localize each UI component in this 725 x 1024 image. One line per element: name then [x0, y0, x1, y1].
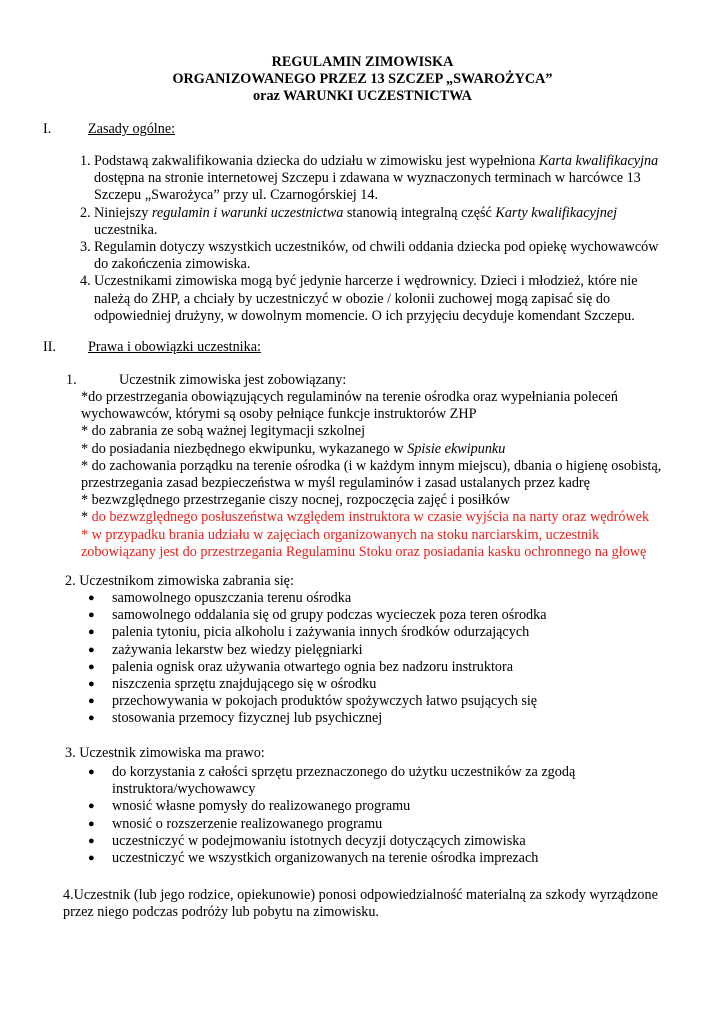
item-italic: regulamin i warunki uczestnictwa — [151, 204, 344, 221]
bullet-icon: ● — [88, 766, 95, 778]
bullet-text: stosowania przemocy fizycznej lub psychicznej — [112, 710, 383, 727]
item-number: 3. — [80, 239, 91, 256]
item-line: Regulamin dotyczy wszystkich uczestników, od chwili oddania dziecka pod opiekę wychowawców — [94, 239, 659, 256]
section-2-heading — [43, 339, 261, 356]
item-number: 1. — [80, 153, 91, 169]
item-italic: Karty kwalifikacyjnej — [495, 204, 618, 221]
bullet-item — [86, 624, 686, 641]
rights-list — [86, 764, 686, 867]
obligation-line: *do przestrzegania obowiązujących regulaminów na terenie ośrodka oraz wypełniania poleceń — [81, 389, 618, 405]
bullet-item — [86, 764, 686, 798]
item-line: Uczestnikami zimowiska mogą być jedynie harcerze i wędrownicy. Dzieci i młodzież, które nie — [94, 273, 638, 290]
item-line — [94, 205, 690, 222]
bullet-text: palenia ognisk oraz używania otwartego ognia bez nadzoru instruktora — [112, 658, 514, 675]
item-line: dostępna na stronie internetowej Szczepu i zdawana w wyznaczonych terminach w harcówce 13 — [94, 170, 641, 187]
bullet-icon: ● — [88, 834, 95, 847]
document-title — [0, 54, 725, 106]
bullet-item — [86, 676, 686, 693]
prohibitions-heading: 2. Uczestnikom zimowiska zabrania się: — [65, 573, 294, 589]
obligation-line: * do zachowania porządku na terenie ośrodka (i w każdym innym miejscu), dbania o higienę osobistą, — [81, 457, 662, 474]
section-1-item-2 — [80, 205, 690, 239]
bullet-icon: ● — [88, 817, 95, 830]
bullet-icon: ● — [88, 626, 95, 639]
title-line-2: ORGANIZOWANEGO PRZEZ 13 SZCZEP „SWAROŻYCA” — [172, 71, 553, 88]
bullet-text: uczestniczyć we wszystkich organizowanych na terenie ośrodka imprezach — [112, 850, 539, 867]
item-text: stanowią integralną część — [343, 204, 496, 221]
item-number: 2. — [80, 204, 91, 221]
section-1-list — [80, 153, 690, 325]
obligation-line: * bezwzględnego przestrzeganie ciszy nocnej, rozpoczęcia zajęć i posiłków — [81, 492, 510, 509]
obligation-red-line: * w przypadku brania udziału w zajęciach organizowanych na stoku narciarskim, uczestnik — [81, 526, 600, 543]
item-italic: Karta kwalifikacyjna — [538, 153, 659, 169]
section-2-title: Prawa i obowiązki uczestnika: — [88, 339, 261, 355]
liability-line: przez niego podczas podróży lub pobytu na zimowisku. — [63, 904, 379, 921]
bullet-item — [86, 816, 686, 833]
bullet-text: samowolnego oddalania się od grupy podczas wycieczek poza teren ośrodka — [112, 607, 547, 624]
bullet-item — [86, 659, 686, 676]
bullet-icon: ● — [88, 643, 95, 656]
item-line: uczestnika. — [94, 221, 158, 238]
title-line-3: oraz WARUNKI UCZESTNICTWA — [253, 88, 472, 105]
item-text: Podstawą zakwalifikowania dziecka do udziału w zimowisku jest wypełniona — [94, 153, 539, 169]
bullet-item — [86, 833, 686, 850]
obligation-line — [81, 441, 661, 458]
section-1-title: Zasady ogólne: — [88, 121, 176, 137]
item-text: Niniejszy — [94, 204, 152, 221]
obligation-line: wychowawców, którymi są osoby pełniące funkcje instruktorów ZHP — [81, 406, 477, 423]
bullet-icon: ● — [88, 695, 95, 708]
bullet-icon: ● — [88, 592, 95, 604]
bullet-icon: ● — [88, 852, 95, 865]
section-1-item-1 — [80, 153, 690, 205]
section-1-heading — [43, 121, 175, 138]
bullet-icon: ● — [88, 712, 95, 725]
bullet-icon: ● — [88, 660, 95, 673]
obligation-italic: Spisie ekwipunku — [407, 440, 506, 457]
bullet-item — [86, 590, 686, 607]
item-line: do zakończenia zimowiska. — [94, 256, 251, 273]
prohibitions-list — [86, 590, 686, 728]
section-1-item-3 — [80, 239, 690, 273]
obligation-line-red — [81, 509, 661, 526]
liability-paragraph — [63, 887, 658, 921]
bullet-icon: ● — [88, 800, 95, 813]
rights-heading: 3. Uczestnik zimowiska ma prawo: — [65, 745, 265, 761]
item-number: 1. — [66, 372, 77, 388]
obligations-intro-text: Uczestnik zimowiska jest zobowiązany: — [119, 372, 347, 388]
bullet-text: wnosić o rozszerzenie realizowanego programu — [112, 815, 383, 832]
bullet-text: niszczenia sprzętu znajdującego się w ośrodku — [112, 676, 377, 693]
bullet-text: wnosić własne pomysły do realizowanego programu — [112, 798, 411, 815]
bullet-text: do korzystania z całości sprzętu przeznaczonego do użytku uczestników za zgodą — [112, 764, 576, 780]
bullet-item — [86, 850, 686, 867]
bullet-text: zażywania lekarstw bez wiedzy pielęgniarki — [112, 641, 363, 658]
bullet-text: przechowywania w pokojach produktów spożywczych łatwo psujących się — [112, 693, 538, 710]
liability-line: 4.Uczestnik (lub jego rodzice, opiekunowie) ponosi odpowiedzialność materialną za szkody wyrządzone — [63, 887, 658, 903]
item-line: należą do ZHP, a chciały by uczestniczyć w obozie / kolonii zuchowej mogą zapisać się do — [94, 290, 611, 307]
section-1-number: I. — [43, 121, 52, 137]
bullet-item — [86, 693, 686, 710]
bullet-icon: ● — [88, 609, 95, 622]
item-line: odpowiedniej drużyny, w dowolnym momencie. O ich przyjęciu decyduje komendant Szczepu. — [94, 307, 635, 324]
obligation-text: * do posiadania niezbędnego ekwipunku, wykazanego w — [81, 440, 408, 457]
item-line: Szczepu „Swarożyca” przy ul. Czarnogórskiej 14. — [94, 187, 379, 204]
obligation-line: przestrzegania zasad bezpieczeństwa w myśl regulaminów i zasad ustalanych przez kadrę — [81, 475, 590, 492]
obligations-list — [81, 389, 661, 561]
section-2-number: II. — [43, 339, 56, 355]
bullet-item — [86, 607, 686, 624]
bullet-text: uczestniczyć w podejmowaniu istotnych decyzji dotyczących zimowiska — [112, 832, 526, 849]
bullet-text: instruktora/wychowawcy — [112, 781, 256, 798]
bullet-item — [86, 642, 686, 659]
obligations-intro — [64, 372, 346, 389]
bullet-text: samowolnego opuszczania terenu ośrodka — [112, 590, 352, 606]
bullet-item — [86, 710, 686, 727]
bullet-icon: ● — [88, 678, 95, 691]
obligation-red-line: zobowiązany jest do przestrzegania Regulaminu Stoku oraz posiadania kasku ochronnego na głowę — [81, 543, 647, 560]
obligation-star: * — [81, 509, 92, 526]
obligation-line: * do zabrania ze sobą ważnej legitymacji szkolnej — [81, 423, 366, 440]
bullet-text: palenia tytoniu, picia alkoholu i zażywania innych środków odurzających — [112, 624, 530, 641]
obligation-red-text: do bezwzględnego posłuszeństwa względem instruktora w czasie wyjścia na narty oraz wędrówek — [91, 509, 650, 526]
title-line-1: REGULAMIN ZIMOWISKA — [271, 54, 454, 70]
bullet-item — [86, 798, 686, 815]
item-number: 4. — [80, 273, 91, 290]
item-line — [94, 153, 690, 170]
section-1-item-4 — [80, 273, 690, 325]
